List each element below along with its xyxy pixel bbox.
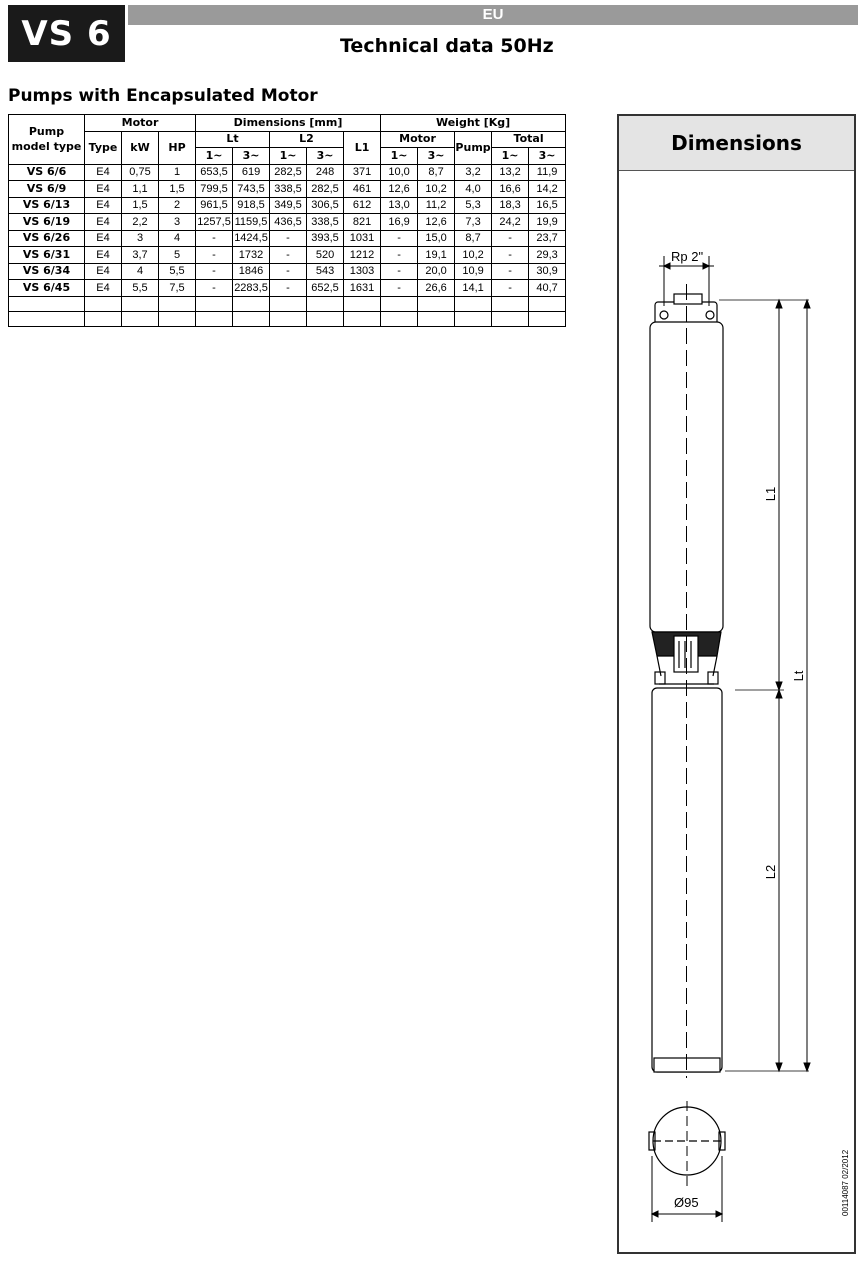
- header-pump-model-type: Pump model type: [9, 115, 85, 165]
- l2-label: L2: [763, 864, 778, 880]
- header-lt-3ph: 3~: [233, 148, 270, 165]
- table-cell: 543: [307, 263, 344, 280]
- table-cell: 1031: [344, 230, 381, 247]
- table-cell: -: [196, 230, 233, 247]
- header-l2-3ph: 3~: [307, 148, 344, 165]
- table-body: [9, 164, 566, 326]
- table-cell: 799,5: [196, 181, 233, 198]
- table-cell: -: [381, 230, 418, 247]
- header-hp: HP: [159, 131, 196, 164]
- table-cell: 24,2: [492, 214, 529, 231]
- table-cell: 282,5: [270, 164, 307, 181]
- model-cell: VS 6/19: [9, 214, 85, 231]
- table-cell: 3,7: [122, 247, 159, 264]
- lt-label: Lt: [791, 670, 806, 682]
- lt-dimension: [804, 300, 810, 1071]
- model-cell: VS 6/26: [9, 230, 85, 247]
- empty-cell: [233, 296, 270, 311]
- table-cell: 11,9: [529, 164, 566, 181]
- empty-cell: [418, 311, 455, 326]
- empty-row: [9, 296, 566, 311]
- table-cell: E4: [85, 214, 122, 231]
- table-cell: 1,5: [122, 197, 159, 214]
- empty-cell: [9, 311, 85, 326]
- table-cell: 3,2: [455, 164, 492, 181]
- table-cell: 338,5: [270, 181, 307, 198]
- table-cell: -: [196, 247, 233, 264]
- table-cell: 371: [344, 164, 381, 181]
- table-cell: 5,5: [122, 280, 159, 297]
- table-row: [9, 164, 566, 181]
- table-cell: 1: [159, 164, 196, 181]
- table-cell: 14,1: [455, 280, 492, 297]
- table-cell: -: [492, 247, 529, 264]
- header-l2: L2: [270, 131, 344, 148]
- table-cell: 5,5: [159, 263, 196, 280]
- table-cell: 4: [159, 230, 196, 247]
- header-weight: Weight [Kg]: [381, 115, 566, 132]
- table-cell: -: [196, 280, 233, 297]
- table-cell: 0,75: [122, 164, 159, 181]
- model-cell: VS 6/6: [9, 164, 85, 181]
- table-cell: 653,5: [196, 164, 233, 181]
- empty-cell: [455, 296, 492, 311]
- table-cell: 520: [307, 247, 344, 264]
- model-cell: VS 6/45: [9, 280, 85, 297]
- table-cell: -: [270, 230, 307, 247]
- header-total-3ph: 3~: [529, 148, 566, 165]
- table-cell: 248: [307, 164, 344, 181]
- table-cell: -: [492, 263, 529, 280]
- table-cell: 461: [344, 181, 381, 198]
- table-cell: 1846: [233, 263, 270, 280]
- table-cell: -: [492, 230, 529, 247]
- header-dimensions: Dimensions [mm]: [196, 115, 381, 132]
- table-cell: 821: [344, 214, 381, 231]
- page-title: Technical data 50Hz: [340, 35, 554, 57]
- table-cell: 26,6: [418, 280, 455, 297]
- empty-cell: [381, 296, 418, 311]
- empty-cell: [381, 311, 418, 326]
- table-cell: 5: [159, 247, 196, 264]
- table-cell: 2,2: [122, 214, 159, 231]
- l1-l2-dimension: [776, 300, 782, 1071]
- table-cell: 282,5: [307, 181, 344, 198]
- table-cell: 1732: [233, 247, 270, 264]
- table-cell: 1212: [344, 247, 381, 264]
- table-cell: 743,5: [233, 181, 270, 198]
- table-row: [9, 197, 566, 214]
- empty-cell: [307, 311, 344, 326]
- table-row: [9, 280, 566, 297]
- table-cell: 16,6: [492, 181, 529, 198]
- header-lt: Lt: [196, 131, 270, 148]
- table-cell: 2: [159, 197, 196, 214]
- empty-cell: [196, 311, 233, 326]
- model-cell: VS 6/9: [9, 181, 85, 198]
- table-cell: 2283,5: [233, 280, 270, 297]
- table-cell: 7,5: [159, 280, 196, 297]
- table-cell: 40,7: [529, 280, 566, 297]
- header-weight-pump: Pump: [455, 131, 492, 164]
- table-cell: 13,0: [381, 197, 418, 214]
- empty-cell: [529, 311, 566, 326]
- empty-cell: [270, 311, 307, 326]
- technical-data-table: [8, 114, 566, 327]
- empty-cell: [307, 296, 344, 311]
- header-kw: kW: [122, 131, 159, 164]
- header-total-1ph: 1~: [492, 148, 529, 165]
- table-cell: E4: [85, 263, 122, 280]
- table-cell: -: [492, 280, 529, 297]
- region-bar: EU: [128, 5, 858, 25]
- table-cell: 19,1: [418, 247, 455, 264]
- empty-cell: [85, 311, 122, 326]
- table-cell: 612: [344, 197, 381, 214]
- empty-cell: [122, 296, 159, 311]
- header-l1: L1: [344, 131, 381, 164]
- empty-cell: [196, 296, 233, 311]
- empty-cell: [9, 296, 85, 311]
- header-motor-3ph: 3~: [418, 148, 455, 165]
- rp-label: Rp 2": [671, 249, 704, 264]
- table-cell: 14,2: [529, 181, 566, 198]
- table-cell: 393,5: [307, 230, 344, 247]
- empty-cell: [492, 296, 529, 311]
- table-cell: 1,1: [122, 181, 159, 198]
- table-cell: 4,0: [455, 181, 492, 198]
- pump-dimension-drawing: [619, 116, 854, 1252]
- table-cell: 3: [159, 214, 196, 231]
- dimensions-title: Dimensions: [619, 116, 854, 171]
- model-cell: VS 6/34: [9, 263, 85, 280]
- table-cell: -: [381, 263, 418, 280]
- header-lt-1ph: 1~: [196, 148, 233, 165]
- empty-row: [9, 311, 566, 326]
- document-code: 00114087 02/2012: [841, 1149, 850, 1216]
- table-cell: E4: [85, 197, 122, 214]
- table-cell: 8,7: [455, 230, 492, 247]
- table-cell: -: [270, 263, 307, 280]
- table-cell: -: [270, 247, 307, 264]
- empty-cell: [85, 296, 122, 311]
- empty-cell: [418, 296, 455, 311]
- table-cell: 619: [233, 164, 270, 181]
- table-cell: 18,3: [492, 197, 529, 214]
- table-cell: 29,3: [529, 247, 566, 264]
- section-title: Pumps with Encapsulated Motor: [8, 86, 318, 106]
- table-cell: E4: [85, 280, 122, 297]
- table-cell: 5,3: [455, 197, 492, 214]
- table-cell: 3: [122, 230, 159, 247]
- empty-cell: [233, 311, 270, 326]
- table-cell: 8,7: [418, 164, 455, 181]
- empty-cell: [159, 311, 196, 326]
- empty-cell: [344, 311, 381, 326]
- table-cell: 306,5: [307, 197, 344, 214]
- empty-cell: [159, 296, 196, 311]
- table-row: [9, 263, 566, 280]
- l1-label: L1: [763, 486, 778, 502]
- table-cell: 652,5: [307, 280, 344, 297]
- table-cell: 12,6: [381, 181, 418, 198]
- table-cell: 23,7: [529, 230, 566, 247]
- table-cell: 10,0: [381, 164, 418, 181]
- table-cell: 1424,5: [233, 230, 270, 247]
- header-l2-1ph: 1~: [270, 148, 307, 165]
- empty-cell: [344, 296, 381, 311]
- table-cell: 12,6: [418, 214, 455, 231]
- table-cell: 16,5: [529, 197, 566, 214]
- table-cell: E4: [85, 181, 122, 198]
- table-row: [9, 247, 566, 264]
- table-cell: 7,3: [455, 214, 492, 231]
- table-cell: 1159,5: [233, 214, 270, 231]
- table-cell: 16,9: [381, 214, 418, 231]
- header-motor: Motor: [85, 115, 196, 132]
- model-code-badge: VS 6: [8, 5, 125, 62]
- header-type: Type: [85, 131, 122, 164]
- table-cell: E4: [85, 164, 122, 181]
- empty-cell: [122, 311, 159, 326]
- table-cell: 1257,5: [196, 214, 233, 231]
- table-cell: -: [381, 280, 418, 297]
- table-cell: 1631: [344, 280, 381, 297]
- dimensions-panel: [617, 114, 856, 1254]
- table-cell: 19,9: [529, 214, 566, 231]
- table-cell: 30,9: [529, 263, 566, 280]
- table-cell: 349,5: [270, 197, 307, 214]
- diameter-label: Ø95: [674, 1195, 699, 1210]
- table-cell: 338,5: [307, 214, 344, 231]
- empty-cell: [455, 311, 492, 326]
- table-cell: E4: [85, 247, 122, 264]
- table-cell: 20,0: [418, 263, 455, 280]
- table-cell: 1,5: [159, 181, 196, 198]
- table-cell: 11,2: [418, 197, 455, 214]
- empty-cell: [492, 311, 529, 326]
- table-cell: -: [381, 247, 418, 264]
- table-row: [9, 181, 566, 198]
- table-cell: 1303: [344, 263, 381, 280]
- table-cell: 15,0: [418, 230, 455, 247]
- table-cell: 10,2: [418, 181, 455, 198]
- empty-cell: [270, 296, 307, 311]
- table-row: [9, 230, 566, 247]
- table-row: [9, 214, 566, 231]
- table-cell: 13,2: [492, 164, 529, 181]
- header-motor-1ph: 1~: [381, 148, 418, 165]
- model-cell: VS 6/31: [9, 247, 85, 264]
- table-cell: -: [196, 263, 233, 280]
- table-cell: -: [270, 280, 307, 297]
- model-cell: VS 6/13: [9, 197, 85, 214]
- table-cell: 961,5: [196, 197, 233, 214]
- table-cell: 4: [122, 263, 159, 280]
- table-cell: 10,2: [455, 247, 492, 264]
- header-weight-motor: Motor: [381, 131, 455, 148]
- table-cell: 10,9: [455, 263, 492, 280]
- table-cell: E4: [85, 230, 122, 247]
- empty-cell: [529, 296, 566, 311]
- table-cell: 918,5: [233, 197, 270, 214]
- header-weight-total: Total: [492, 131, 566, 148]
- table-cell: 436,5: [270, 214, 307, 231]
